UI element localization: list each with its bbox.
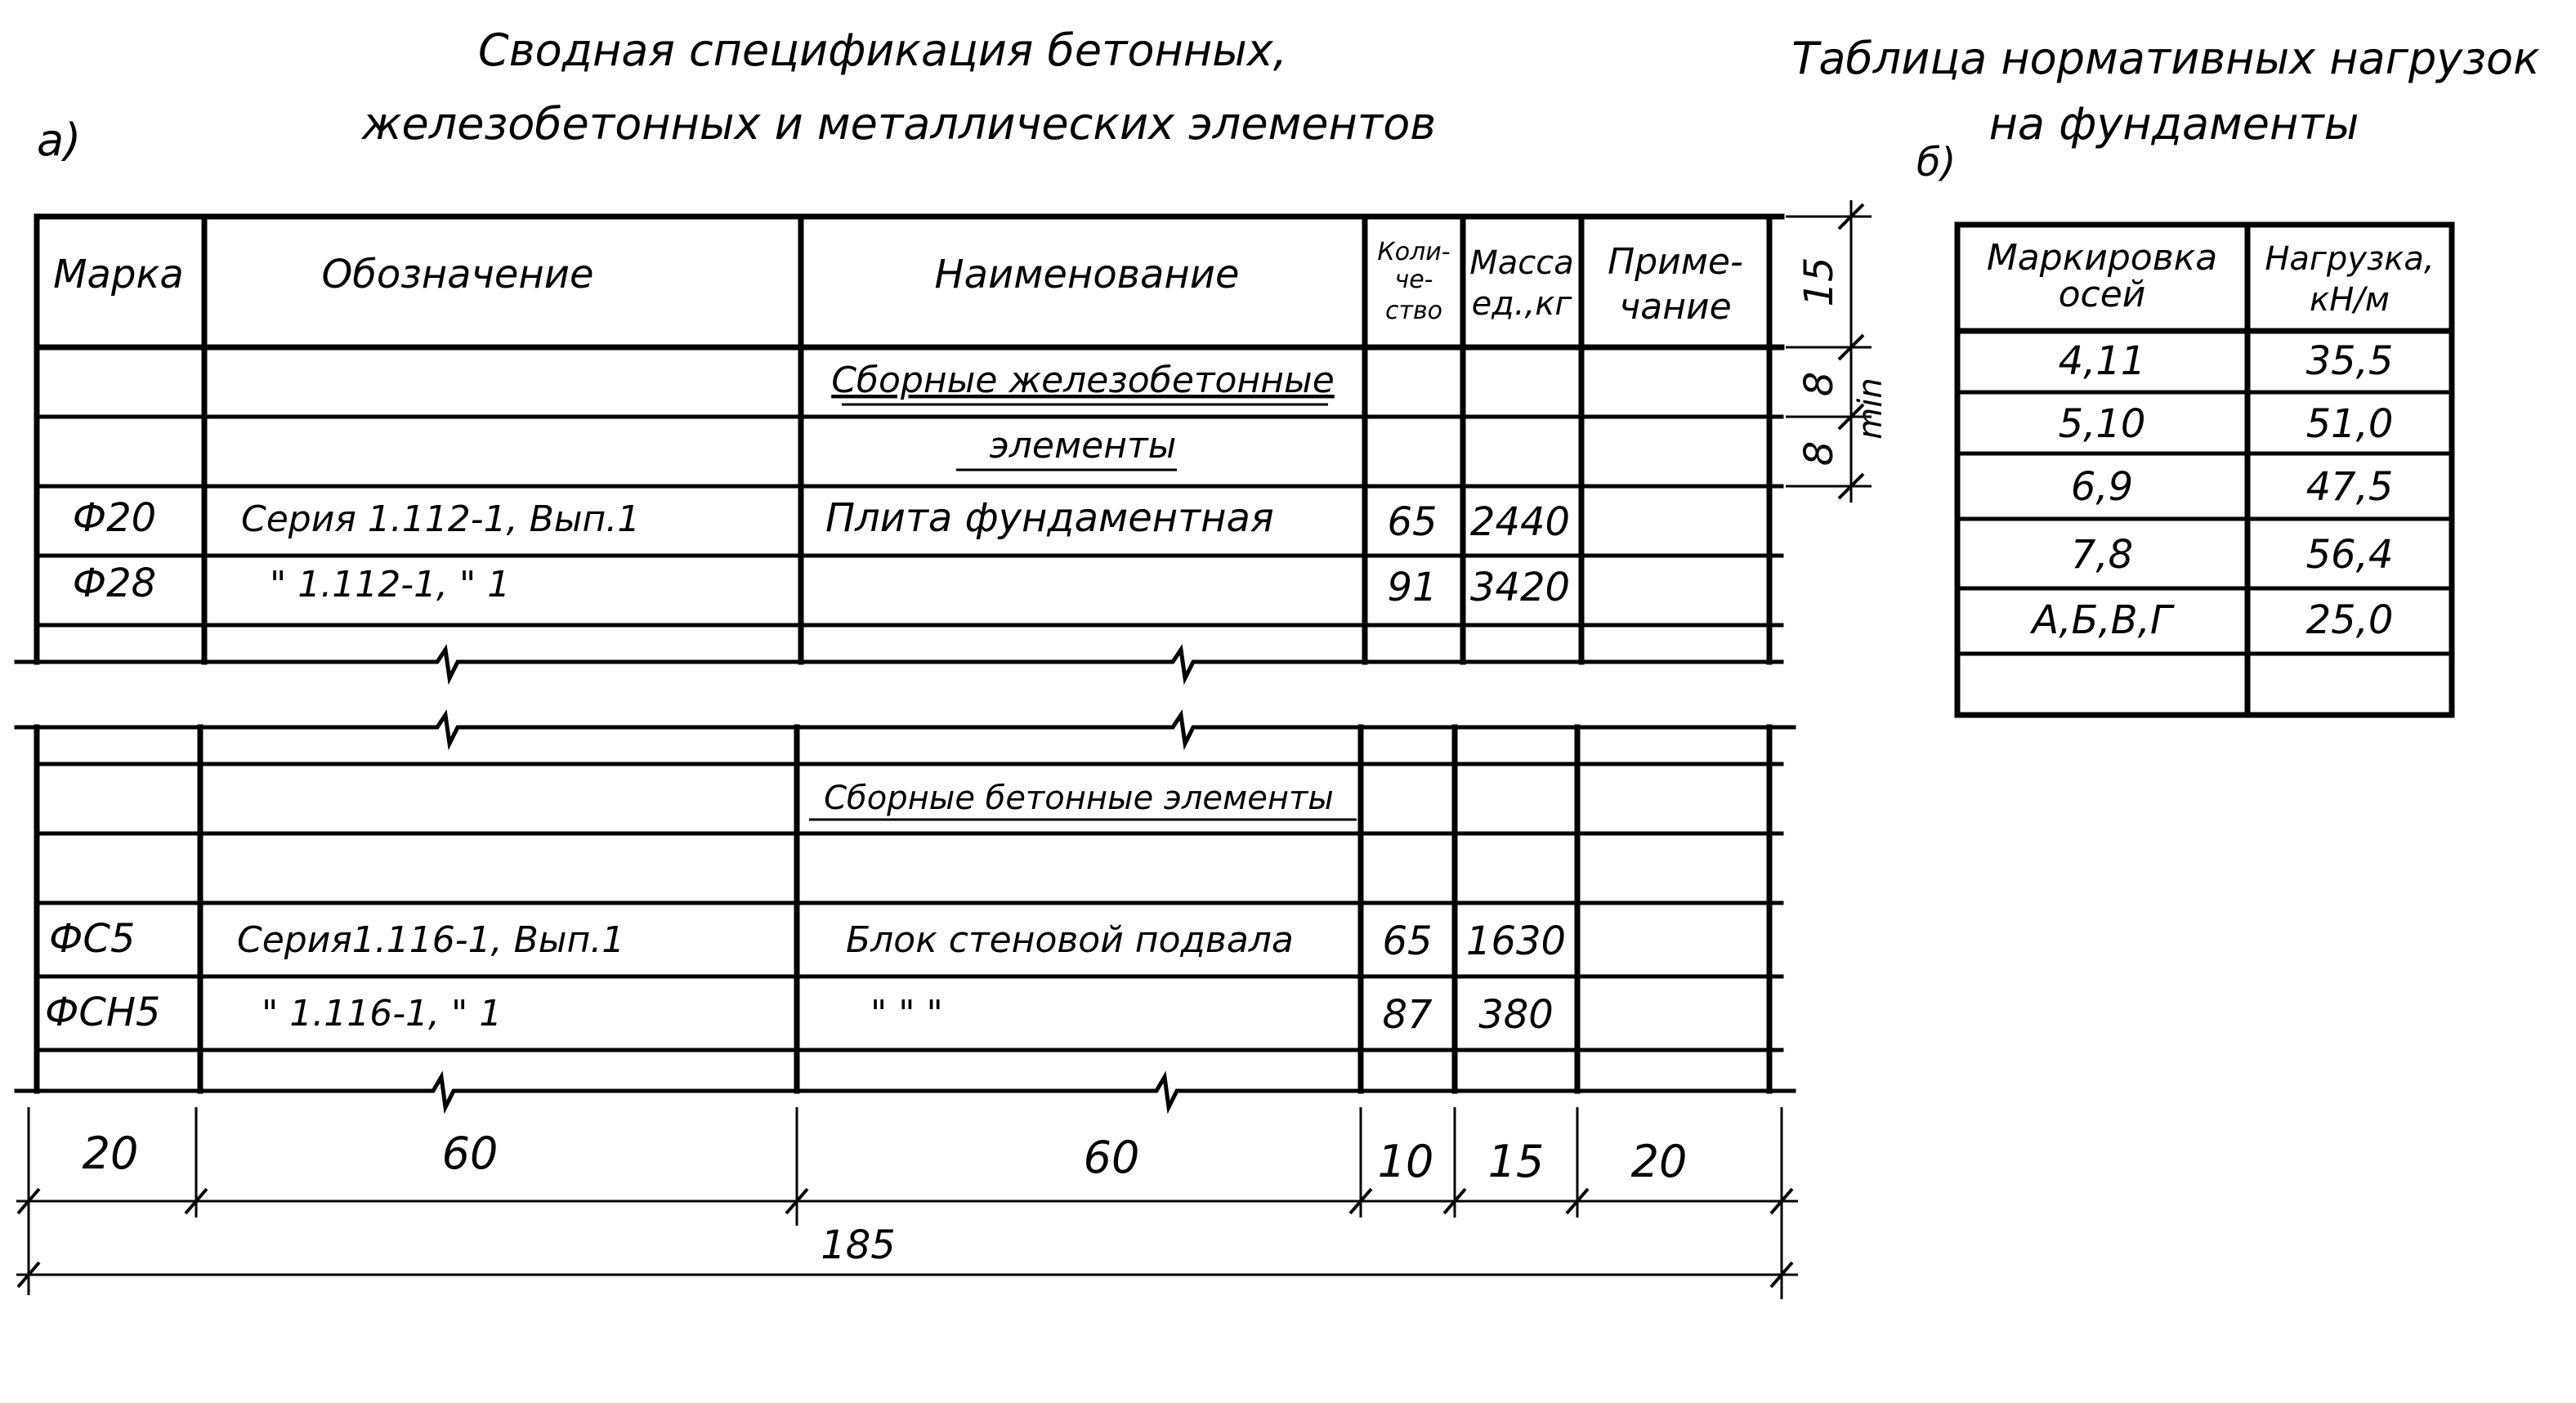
row-mass: 1630: [1465, 918, 1567, 964]
row-designation: " 1.116-1, " 1: [262, 993, 503, 1034]
loads-row-load: 25,0: [2305, 597, 2394, 643]
loads-row-load: 51,0: [2305, 401, 2394, 447]
row-mark: Ф20: [72, 495, 157, 541]
loads-title-line1: Таблица нормативных нагрузок: [1791, 33, 2540, 84]
loads-title-line2: на фундаменты: [1988, 98, 2359, 150]
row-mark: Ф28: [72, 561, 157, 606]
loads-row-load: 47,5: [2305, 464, 2394, 510]
loads-header-load-line1: Нагрузка,: [2265, 240, 2435, 278]
section1-heading-line1: Сборные железобетонные: [831, 360, 1335, 401]
loads-header-axes-line1: Маркировка: [1986, 237, 2218, 279]
spec-break-line-lower: [16, 715, 1794, 744]
loads-table: [1957, 225, 2452, 715]
row-designation: Серия1.116-1, Вып.1: [237, 919, 625, 961]
header-qty-line3: ство: [1384, 297, 1443, 325]
spec-row: [49, 916, 1566, 964]
spec-break-line-upper: [16, 650, 1782, 678]
spec-title-line2: железобетонных и металлических элементов: [361, 98, 1437, 150]
row-designation: Серия 1.112-1, Вып.1: [241, 498, 641, 540]
row-qty: 91: [1387, 565, 1438, 610]
loads-row-load: 56,4: [2305, 532, 2394, 578]
row-name: " " ": [870, 993, 943, 1034]
row-qty: 87: [1382, 992, 1433, 1038]
header-mass-line2: ед.,кг: [1471, 285, 1572, 323]
header-qty-line1: Коли-: [1377, 238, 1451, 266]
dim-row-min2: 8: [1796, 440, 1842, 467]
column-dimensions: [16, 1107, 1798, 1299]
header-name: Наименование: [934, 252, 1240, 297]
row-qty: 65: [1382, 918, 1433, 964]
dim-col-name: 60: [1083, 1132, 1140, 1183]
row-mass: 3420: [1469, 565, 1571, 610]
loads-header-axes-line2: осей: [2058, 274, 2146, 315]
row-mark: ФСН5: [45, 990, 161, 1035]
spec-break-line-bottom: [16, 1077, 1794, 1107]
dim-total: 185: [821, 1222, 896, 1268]
dim-col-mass: 15: [1487, 1136, 1545, 1187]
loads-row-axes: А,Б,В,Г: [2032, 597, 2172, 643]
dim-row-min1: 8: [1796, 371, 1842, 397]
spec-table: [16, 217, 1794, 1107]
spec-title-line1: Сводная спецификация бетонных,: [478, 25, 1287, 76]
section1-heading-line2: элементы: [989, 425, 1177, 467]
panel-label-b: б): [1916, 140, 1957, 185]
loads-row-axes: 5,10: [2058, 401, 2146, 447]
row-mass: 380: [1478, 992, 1554, 1038]
row-designation: " 1.112-1, " 1: [270, 564, 511, 605]
header-mark: Марка: [53, 252, 184, 297]
header-qty-line2: че-: [1394, 266, 1433, 294]
loads-header-load-line2: кН/м: [2310, 281, 2390, 319]
row-height-dimensions: [1786, 200, 1890, 503]
row-name: Плита фундаментная: [825, 495, 1274, 541]
spec-row: [73, 495, 1570, 545]
header-note-line2: чание: [1619, 286, 1732, 328]
panel-label-a: а): [37, 114, 82, 166]
dim-col-designation: 60: [441, 1128, 499, 1179]
row-mass: 2440: [1469, 499, 1571, 545]
loads-row-load: 35,5: [2305, 338, 2394, 384]
header-mass-line1: Масса: [1469, 244, 1574, 282]
dim-col-qty: 10: [1377, 1136, 1434, 1187]
loads-row-axes: 7,8: [2070, 532, 2134, 578]
dim-row-header: 15: [1796, 257, 1842, 307]
row-mark: ФС5: [49, 916, 136, 962]
header-note-line1: Приме-: [1608, 241, 1743, 283]
row-name: Блок стеновой подвала: [846, 919, 1294, 961]
dim-min-label: min: [1852, 378, 1890, 440]
row-qty: 65: [1387, 499, 1438, 545]
header-designation: Обозначение: [321, 252, 594, 297]
dim-col-mark: 20: [82, 1128, 139, 1179]
loads-row-axes: 6,9: [2070, 464, 2134, 510]
loads-row-axes: 4,11: [2058, 338, 2146, 384]
section2-heading: Сборные бетонные элементы: [824, 780, 1334, 817]
spec-row: [73, 561, 1570, 610]
dim-col-note: 20: [1630, 1136, 1688, 1187]
